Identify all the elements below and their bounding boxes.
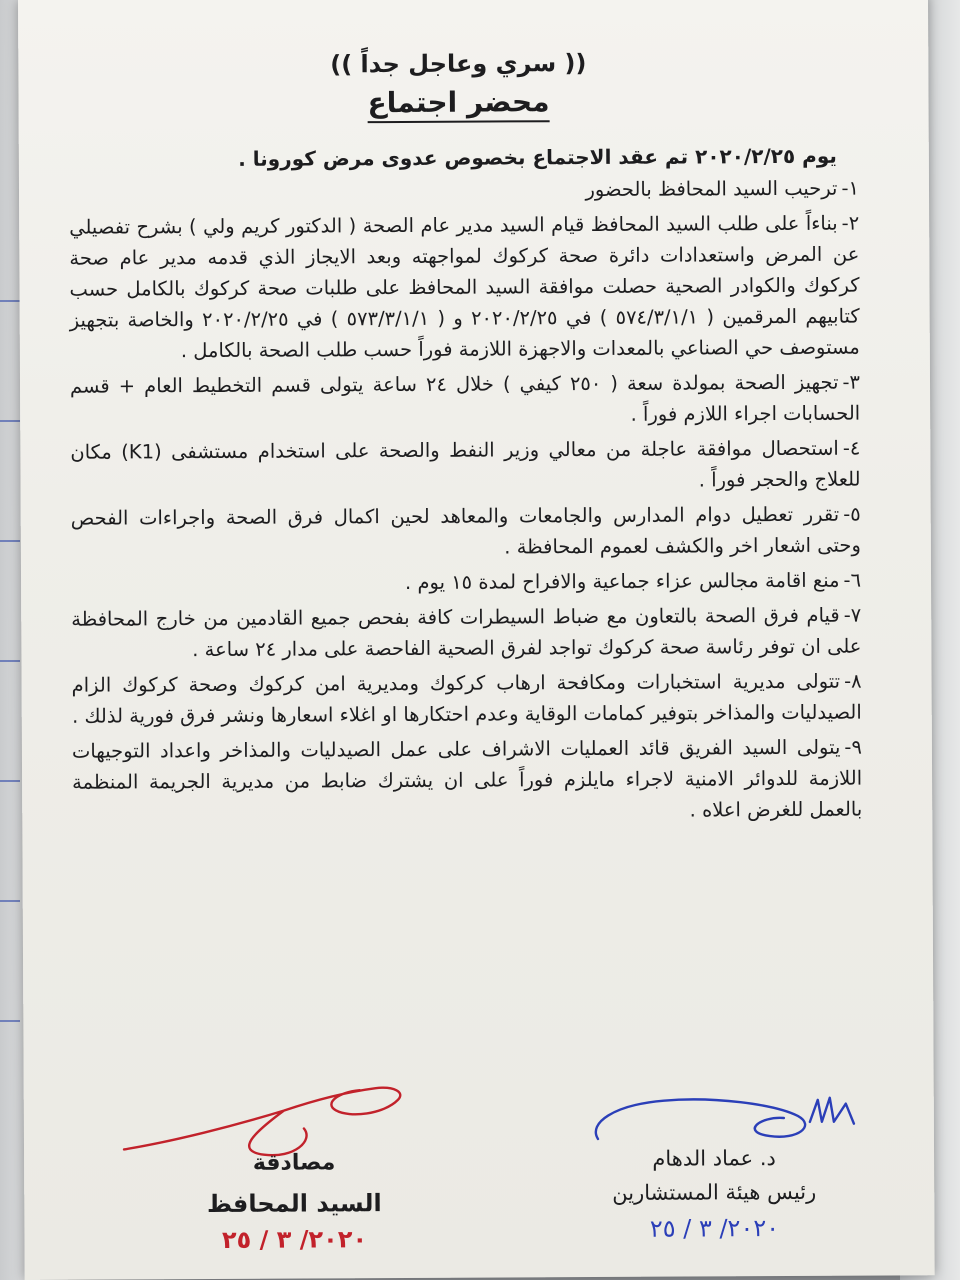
signature-stroke: [124, 1088, 401, 1156]
advisor-signature-block: [564, 1146, 864, 1244]
minutes-item: [71, 499, 861, 565]
advisor-date: ٢٠٢٠/ ٣ / ٢٥: [649, 1214, 780, 1243]
document-title: [18, 83, 898, 121]
advisor-name: د. عماد الدهام: [652, 1146, 776, 1171]
minutes-item: [69, 208, 860, 367]
governor-signature-scribble: [114, 1070, 414, 1162]
sheet-mark: [0, 300, 20, 302]
item-number: ٨-: [843, 669, 862, 693]
item-text: تتولى مديرية استخبارات ومكافحة ارهاب كركوك ومديرية امن كركوك وصحة كركوك الزام الصيدليات والمذاخر بتوفير كمامات الوقاية وعدم احتكارها او اغلاء اسعارها ونشر فرق فورية لذلك .: [71, 669, 862, 728]
item-number: ١-: [841, 176, 860, 200]
sheet-mark: [0, 780, 20, 782]
minutes-item: [71, 600, 861, 666]
advisor-role: رئيس هيئة المستشارين: [612, 1179, 817, 1205]
minutes-item: [70, 433, 860, 499]
document-body: [18, 0, 935, 1280]
document-page: [18, 0, 935, 1280]
item-text: ترحيب السيد المحافظ بالحضور: [585, 176, 838, 202]
item-text: تجهيز الصحة بمولدة سعة ( ٢٥٠ كيفي ) خلال ٢٤ ساعة يتولى قسم التخطيط العام + قسم الحسابات اجراء اللازم فوراً .: [69, 370, 861, 426]
intro-line: يوم ٢٠٢٠/٢/٢٥ تم عقد الاجتماع بخصوص عدوى مرض كورونا .: [238, 143, 837, 171]
item-number: ٢-: [841, 211, 860, 235]
minutes-items: [69, 173, 862, 833]
document-title-text: محضر اجتماع: [368, 85, 550, 123]
item-number: ٧-: [843, 603, 862, 627]
item-text: يتولى السيد الفريق قائد العمليات الاشراف على عمل الصيدليات والمذاخر واعداد التوجيهات اللازمة للدوائر الامنية لاجراء مايلزم فوراً على ان يشترك ضابط من مديرية الجريمة المنظمة بالعمل للغرض اعلاه .: [71, 735, 863, 822]
signature-stroke: [596, 1098, 854, 1139]
classification-heading: (( سري وعاجل جداً )): [330, 49, 587, 79]
item-number: ٤-: [842, 436, 861, 460]
sheet-mark: [0, 900, 20, 902]
minutes-item: [71, 565, 861, 600]
item-number: ٣-: [842, 370, 861, 394]
sheet-mark: [0, 1020, 20, 1022]
item-text: منع اقامة مجالس عزاء جماعية والافراح لمدة ١٥ يوم .: [404, 568, 840, 594]
item-text: تقرر تعطيل دوام المدارس والجامعات والمعاهد لحين اكمال فرق الصحة واجراءات الفحص وحتى اشعار اخر والكشف لعموم المحافظة .: [70, 502, 861, 559]
governor-role: السيد المحافظ: [206, 1189, 382, 1219]
minutes-item: [72, 666, 862, 732]
minutes-item: [72, 732, 862, 829]
item-text: استحصال موافقة عاجلة من معالي وزير النفط والصحة على استخدام مستشفى (K1) مكان للعلاج والحجر فوراً .: [70, 436, 861, 492]
minutes-item: [69, 173, 859, 208]
sheet-mark: [0, 540, 20, 542]
approval-label: مصادقة: [252, 1150, 336, 1176]
item-number: ٦-: [843, 568, 862, 592]
governor-approval-block: [174, 1150, 415, 1254]
item-text: قيام فرق الصحة بالتعاون مع ضباط السيطرات كافة بفحص جميع القادمين من خارج المحافظة على ان توفر رئاسة صحة كركوك تواجد لفرق الصحية الفاحصة على مدار ٢٤ ساعة .: [71, 603, 862, 662]
item-number: ٥-: [843, 502, 861, 526]
item-text: بناءاً على طلب السيد المحافظ قيام السيد مدير عام الصحة ( الدكتور كريم ولي ) بشرح تفصيلي عن المرض واستعدادات دائرة صحة كركوك لمواجهته وبعد الايجاز الذي قدمه مدير عام صحة كركوك والكوادر الصحية حصلت موافقة السيد المحافظ على طلبات صحة كركوك بالكامل حسب كتابيهم المرقمين ( ٥٧٤/٣/١/١ ) في ٢٠٢٠/٢/٢٥ و ( ٥٧٣/٣/١/١ ) في ٢٠٢٠/٢/٢٥ والخاصة بتجهيز مستوصف حي الصناعي بالمعدات والاجهزة اللازمة فوراً حسب طلب الصحة بالكامل .: [69, 211, 860, 363]
governor-date: ٢٠٢٠/ ٣ / ٢٥: [221, 1225, 368, 1254]
sheet-mark: [0, 660, 20, 662]
sheet-mark: [0, 420, 20, 422]
item-number: ٩-: [844, 735, 862, 759]
advisor-signature-scribble: [584, 1082, 874, 1154]
minutes-item: [70, 367, 860, 433]
